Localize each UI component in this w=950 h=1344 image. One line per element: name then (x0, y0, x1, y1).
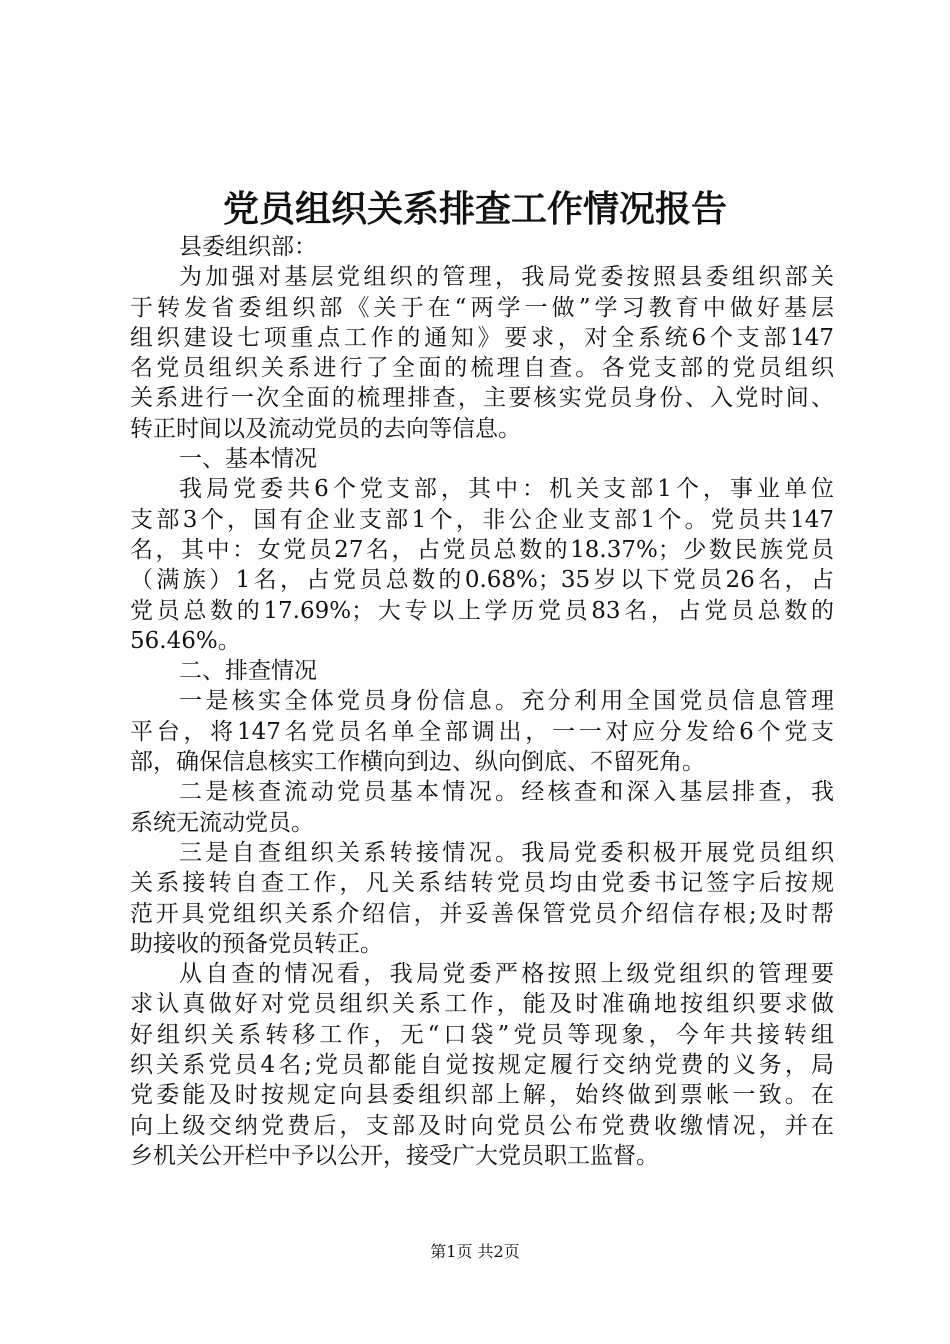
text-line: 好组织关系转移工作，无“口袋”党员等现象，今年共接转组 (130, 1021, 834, 1048)
text-line: 乡机关公开栏中予以公开，接受广大党员职工监督。 (130, 1142, 659, 1169)
page-footer: 第1页 共2页 (430, 1242, 520, 1261)
text-line: 部，确保信息核实工作横向到边、纵向倒底、不留死角。 (130, 749, 705, 776)
text-line: 一是核实全体党员身份信息。充分利用全国党员信息管理 (179, 688, 834, 715)
text-line: 组织建设七项重点工作的通知》要求，对全系统6个支部147 (130, 324, 834, 351)
text-line: 二是核查流动党员基本情况。经核查和深入基层排查，我 (179, 779, 834, 806)
text-line: （满族）1名，占党员总数的0.68%；35岁以下党员26名，占 (130, 567, 834, 594)
text-line: 向上级交纳党费后，支部及时向党员公布党费收缴情况，并在 (130, 1112, 834, 1139)
text-line: 56.46%。 (130, 627, 241, 654)
text-line: 关系接转自查工作，凡关系结转党员均由党委书记签字后按规 (130, 870, 834, 897)
document-title: 党员组织关系排查工作情况报告 (222, 188, 727, 230)
text-line: 名，其中：女党员27名，占党员总数的18.37%；少数民族党员 (130, 536, 834, 563)
text-line: 助接收的预备党员转正。 (130, 930, 383, 957)
text-line: 织关系党员4名;党员都能自觉按规定履行交纳党费的义务，局 (130, 1052, 834, 1079)
text-line: 为加强对基层党组织的管理，我局党委按照县委组织部关 (179, 264, 834, 291)
text-line: 一、基本情况 (179, 446, 317, 473)
text-line: 平台，将147名党员名单全部调出，一一对应分发给6个党支 (130, 718, 834, 745)
text-line: 名党员组织关系进行了全面的梳理自查。各党支部的党员组织 (130, 355, 834, 382)
text-line: 关系进行一次全面的梳理排查，主要核实党员身份、入党时间、 (130, 385, 834, 412)
text-line: 从自查的情况看，我局党委严格按照上级党组织的管理要 (179, 961, 834, 988)
text-line: 党委能及时按规定向县委组织部上解，始终做到票帐一致。在 (130, 1082, 834, 1109)
text-line: 系统无流动党员。 (130, 809, 314, 836)
document-body (130, 232, 834, 1171)
text-line: 我局党委共6个党支部，其中：机关支部1个，事业单位 (179, 476, 834, 503)
text-line: 三是自查组织关系转接情况。我局党委积极开展党员组织 (179, 839, 834, 866)
text-line: 求认真做好对党员组织关系工作，能及时准确地按组织要求做 (130, 991, 834, 1018)
text-line: 二、排查情况 (179, 658, 317, 685)
text-line: 支部3个，国有企业支部1个，非公企业支部1个。党员共147 (130, 506, 834, 533)
text-line: 范开具党组织关系介绍信，并妥善保管党员介绍信存根;及时帮 (130, 900, 834, 927)
text-line: 县委组织部： (179, 234, 317, 260)
text-line: 党员总数的17.69%；大专以上学历党员83名，占党员总数的 (130, 597, 834, 624)
text-line: 于转发省委组织部《关于在“两学一做”学习教育中做好基层 (130, 294, 834, 321)
text-line: 转正时间以及流动党员的去向等信息。 (130, 415, 521, 442)
